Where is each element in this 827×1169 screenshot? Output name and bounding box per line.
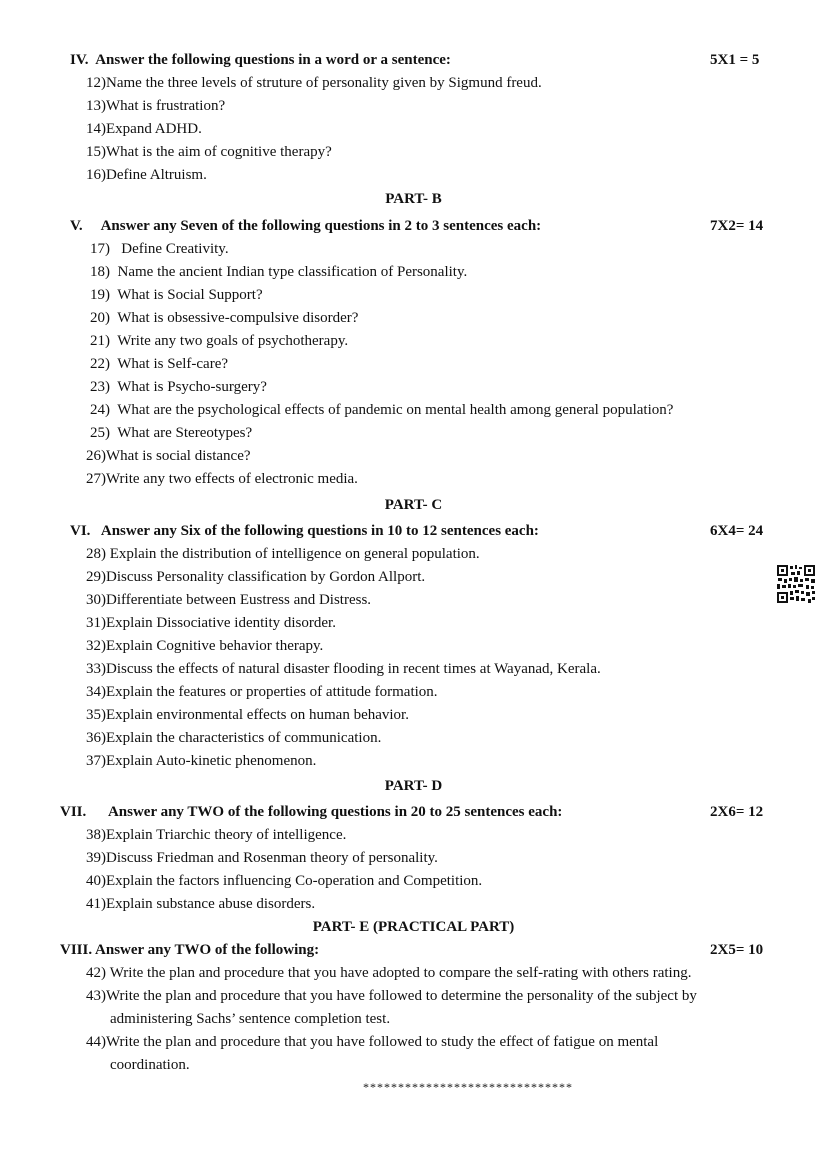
question-item: 20) What is obsessive-compulsive disorder? [90,310,359,326]
section-marks: 5X1 = 5 [710,52,760,68]
question-item: 25) What are Stereotypes? [90,425,253,441]
question-item: 13)What is frustration? [86,98,226,114]
end-of-paper-stars: ****************************** [363,1080,573,1094]
section-heading: IV. Answer the following questions in a word or a sentence: [70,52,451,68]
question-item: 26)What is social distance? [86,448,251,464]
section-marks: 2X6= 12 [710,804,764,820]
question-item: 18) Name the ancient Indian type classification of Personality. [90,264,468,280]
question-item: 40)Explain the factors influencing Co-operation and Competition. [86,873,483,889]
question-item: 24) What are the psychological effects of pandemic on mental health among general population? [90,402,674,418]
question-item: 22) What is Self-care? [90,356,229,372]
question-item: 16)Define Altruism. [86,167,207,183]
question-item: 41)Explain substance abuse disorders. [86,896,316,912]
question-item: 32)Explain Cognitive behavior therapy. [86,638,324,654]
question-item: 19) What is Social Support? [90,287,263,303]
question-item: 33)Discuss the effects of natural disaster flooding in recent times at Wayanad, Kerala. [86,661,601,677]
section-heading: V. Answer any Seven of the following questions in 2 to 3 sentences each: [70,218,542,234]
question-item: 15)What is the aim of cognitive therapy? [86,144,332,160]
question-item: 21) Write any two goals of psychotherapy. [90,333,349,349]
section-marks: 6X4= 24 [710,523,764,539]
question-item: 23) What is Psycho-surgery? [90,379,267,395]
question-item: 42) Write the plan and procedure that you have adopted to compare the self-rating with others rating. [86,965,692,981]
question-item: 17) Define Creativity. [90,241,229,257]
section-marks: 2X5= 10 [710,942,764,958]
question-item: 34)Explain the features or properties of attitude formation. [86,684,438,700]
question-item: 37)Explain Auto-kinetic phenomenon. [86,753,317,769]
question-item: 43)Write the plan and procedure that you have followed to determine the personality of the subject by [86,988,697,1004]
question-item: 35)Explain environmental effects on human behavior. [86,707,409,723]
question-item: 29)Discuss Personality classification by Gordon Allport. [86,569,426,585]
question-item: 38)Explain Triarchic theory of intelligence. [86,827,347,843]
question-item: 44)Write the plan and procedure that you have followed to study the effect of fatigue on mental [86,1034,659,1050]
question-item: 30)Differentiate between Eustress and Distress. [86,592,372,608]
question-item-continuation: administering Sachs’ sentence completion test. [110,1011,391,1027]
question-item: 28) Explain the distribution of intelligence on general population. [86,546,480,562]
part-title: PART- E (PRACTICAL PART) [312,919,515,935]
part-title: PART- B [385,191,442,207]
question-item: 12)Name the three levels of struture of personality given by Sigmund freud. [86,75,542,91]
question-item: 39)Discuss Friedman and Rosenman theory of personality. [86,850,438,866]
question-item-continuation: coordination. [110,1057,190,1073]
section-heading: VIII. Answer any TWO of the following: [60,942,320,958]
question-item: 36)Explain the characteristics of communication. [86,730,382,746]
part-title: PART- D [384,778,443,794]
part-title: PART- C [384,497,443,513]
qr-code-icon [776,564,816,604]
question-item: 31)Explain Dissociative identity disorder. [86,615,336,631]
section-heading: VI. Answer any Six of the following questions in 10 to 12 sentences each: [70,523,539,539]
question-item: 27)Write any two effects of electronic media. [86,471,358,487]
question-item: 14)Expand ADHD. [86,121,202,137]
section-marks: 7X2= 14 [710,218,764,234]
section-heading: VII. Answer any TWO of the following questions in 20 to 25 sentences each: [60,804,563,820]
